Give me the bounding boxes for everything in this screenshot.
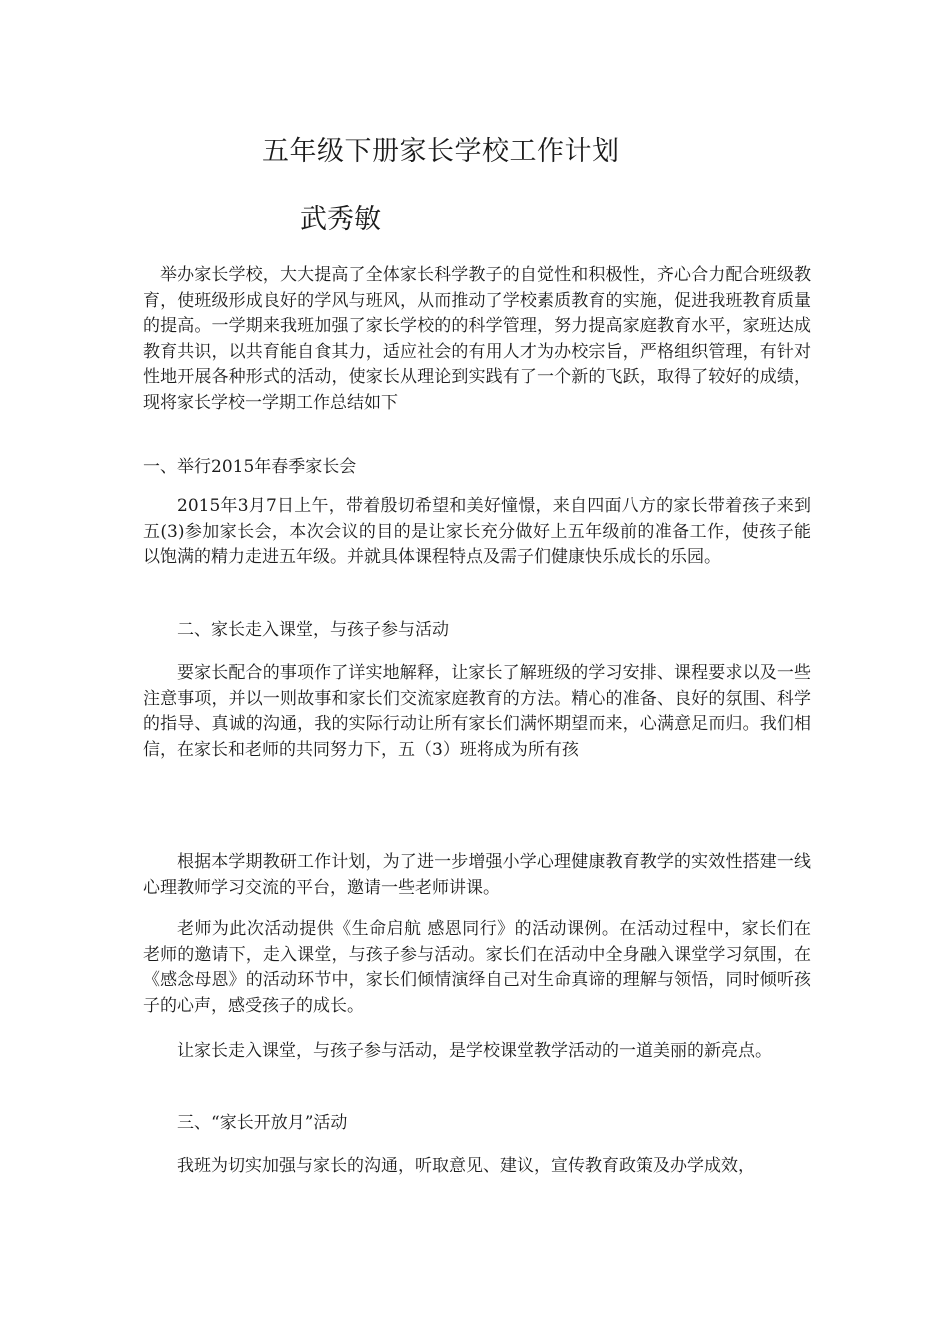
document-author: 武秀敏 [300, 204, 381, 235]
section-2-paragraph: 要家长配合的事项作了详实地解释，让家长了解班级的学习安排、课程要求以及一些注意事项，并以一则故事和家长们交流家庭教育的方法。精心的准备、良好的氛围、科学的指导、真诚的沟通，我的实际行动让所有家长们满怀期望而来，心满意足而归。我们相信，在家长和老师的共同努力下，五（3）班将成为所有孩 [143, 663, 811, 760]
intro-paragraph: 举办家长学校，大大提高了全体家长科学教子的自觉性和积极性，齐心合力配合班级教育，使班级形成良好的学风与班风，从而推动了学校素质教育的实施，促进我班教育质量的提高。一学期来我班加强了家长学校的的科学管理，努力提高家庭教育水平，家班达成教育共识，以共育能自食其力，适应社会的有用人才为办校宗旨，严格组织管理，有针对性地开展各种形式的活动，使家长从理论到实践有了一个新的飞跃，取得了较好的成绩，现将家长学校一学期工作总结如下 [143, 265, 811, 413]
section-3-heading: 三、“家长开放月”活动 [177, 1113, 348, 1133]
research-paragraph: 根据本学期教研工作计划，为了进一步增强小学心理健康教育教学的实效性搭建一线心理教师学习交流的平台，邀请一些老师讲课。 [143, 852, 811, 898]
highlight-paragraph: 让家长走入课堂，与孩子参与活动，是学校课堂教学活动的一道美丽的新亮点。 [177, 1041, 772, 1061]
teacher-activity-paragraph: 老师为此次活动提供《生命启航 感恩同行》的活动课例。在活动过程中，家长们在老师的邀请下，走入课堂，与孩子参与活动。家长们在活动中全身融入课堂学习氛围，在《感念母恩》的活动环节中，家长们倾情演绎自己对生命真谛的理解与领悟，同时倾听孩子的心声，感受孩子的成长。 [143, 919, 811, 1016]
section-2-heading: 二、家长走入课堂，与孩子参与活动 [177, 620, 449, 640]
document-title: 五年级下册家长学校工作计划 [262, 136, 620, 167]
section-1-paragraph: 2015年3月7日上午，带着殷切希望和美好憧憬，来自四面八方的家长带着孩子来到五(3)参加家长会，本次会议的目的是让家长充分做好上五年级前的准备工作，使孩子能以饱满的精力走进五年级。并就具体课程特点及需子们健康快乐成长的乐园。 [143, 496, 811, 567]
section-3-paragraph: 我班为切实加强与家长的沟通，听取意见、建议，宣传教育政策及办学成效， [177, 1156, 755, 1176]
section-1-heading: 一、举行2015年春季家长会 [143, 457, 357, 477]
